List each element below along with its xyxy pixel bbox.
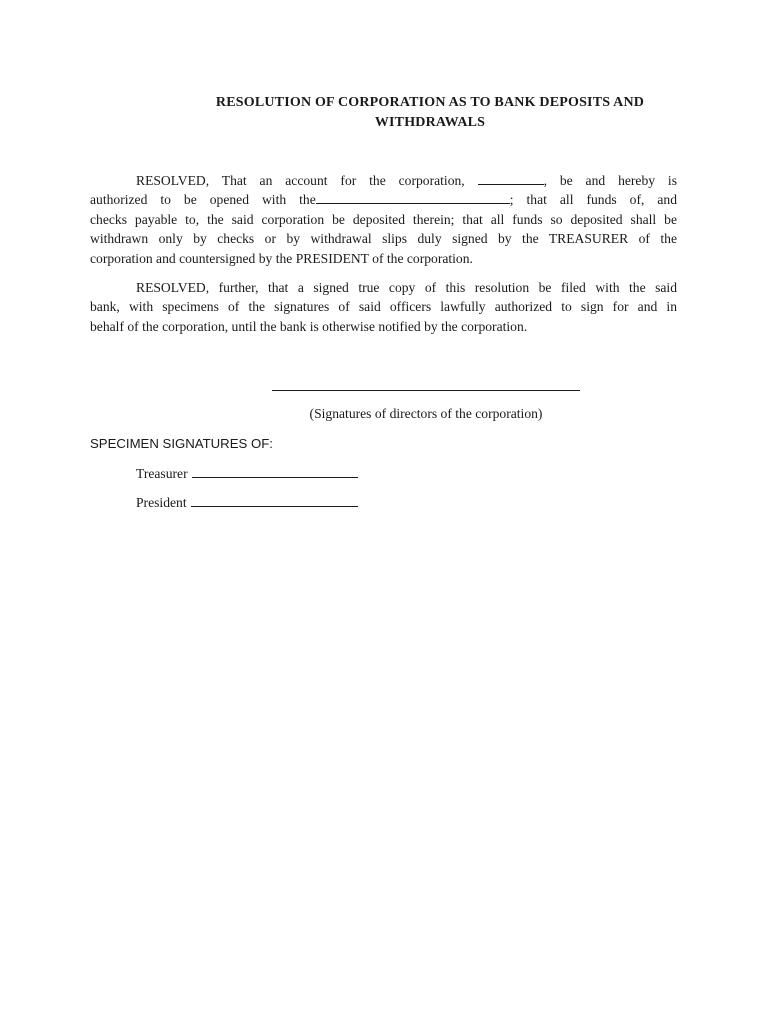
- treasurer-label: Treasurer: [136, 466, 188, 481]
- para1-line-5: corporation and countersigned by the PRESIDENT of the corporation.: [90, 250, 473, 266]
- para1-line-2: [90, 190, 677, 209]
- para1-line-2-tail: ; that all funds of, and: [509, 192, 677, 208]
- president-signature-row: [136, 493, 358, 512]
- para1-line-1-tail: , be and hereby is: [543, 173, 677, 188]
- president-label: President: [136, 495, 187, 510]
- corporation-name-blank[interactable]: [478, 172, 544, 185]
- para1-line-4: withdrawn only by checks or by withdrawal slips duly signed by the TREASURER of the: [90, 231, 677, 247]
- president-signature-line[interactable]: [191, 493, 358, 507]
- directors-signature-caption: (Signatures of directors of the corporation): [309, 406, 543, 421]
- treasurer-signature-line[interactable]: [192, 464, 358, 478]
- para1-line-2-text: authorized to be opened with the: [90, 192, 316, 208]
- document-title: [180, 93, 680, 133]
- para2-line-1: RESOLVED, further, that a signed true copy of this resolution be filed with the said: [136, 280, 677, 295]
- resolution-paragraph-1: [90, 171, 677, 268]
- treasurer-signature-row: [136, 464, 358, 483]
- para2-line-3: behalf of the corporation, until the bank is otherwise notified by the corporation.: [90, 318, 528, 334]
- title-line-1: RESOLUTION OF CORPORATION AS TO BANK DEPOSITS AND: [215, 95, 645, 110]
- para1-line-1-text: RESOLVED, That an account for the corporation,: [136, 173, 465, 188]
- para1-line-1: [90, 171, 677, 190]
- specimen-signatures-heading: SPECIMEN SIGNATURES OF:: [90, 436, 273, 451]
- para1-line-3: checks payable to, the said corporation be deposited therein; that all funds so deposited shall be: [90, 211, 677, 227]
- bank-name-blank[interactable]: [316, 191, 510, 204]
- directors-signature-line[interactable]: [272, 390, 580, 391]
- title-line-2: WITHDRAWALS: [374, 115, 486, 130]
- para2-line-2: bank, with specimens of the signatures of said officers lawfully authorized to sign for and in: [90, 299, 677, 315]
- resolution-paragraph-2: [90, 278, 677, 336]
